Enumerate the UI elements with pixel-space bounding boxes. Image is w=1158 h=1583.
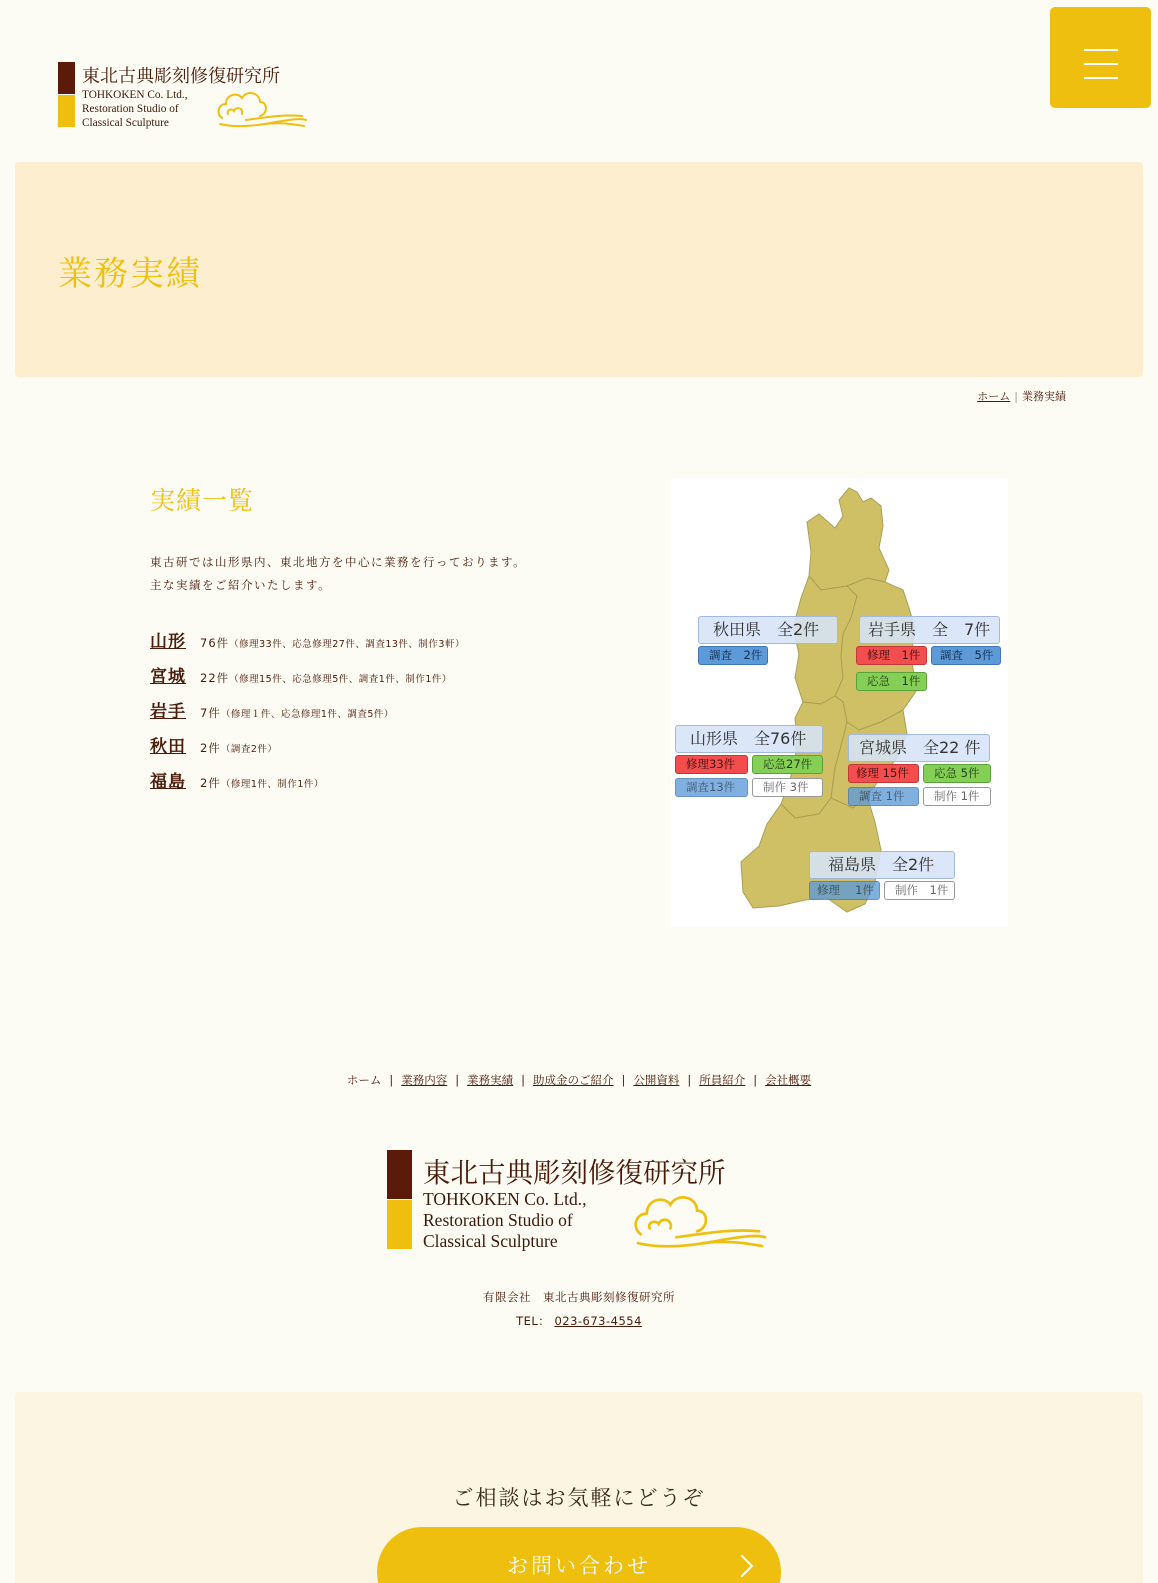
company-tel: TEL： 023-673-4554 [516,1314,642,1328]
list-item [150,627,465,662]
prefecture-count: 76件 [200,636,230,650]
map-label-akita: 秋田県 全2件 [698,616,838,644]
hamburger-line [1084,63,1118,65]
breadcrumb-separator: | [1014,390,1018,403]
page-hero [15,162,1143,377]
prefecture-link-akita[interactable]: 秋田 [150,737,186,757]
prefecture-link-yamagata[interactable]: 山形 [150,632,186,652]
tohoku-map [671,478,1008,927]
footer-nav-home[interactable]: ホーム [346,1073,382,1087]
map-tag-yamagata-make: 制作 3件 [752,778,823,797]
breadcrumb [977,388,1066,404]
prefecture-count: 2件 [200,741,221,755]
map-region-aomori [807,488,889,590]
contact-button-label: お問い合わせ [507,1554,651,1578]
company-name: 有限会社 東北古典彫刻修復研究所 [483,1290,675,1304]
map-label-yamagata: 山形県 全76件 [675,725,823,753]
prefecture-count: 22件 [200,671,230,685]
cloud-icon [216,84,308,130]
footer-logo[interactable] [387,1150,772,1250]
map-tag-fukushima-repair: 修理 1件 [809,881,880,900]
prefecture-detail: （調査2件） [220,744,278,755]
list-item [150,697,465,732]
logo-mark-top [387,1150,412,1199]
map-tag-iwate-survey: 調査 5件 [931,646,1001,665]
contact-band [15,1392,1143,1583]
logo-mark-bottom [387,1200,412,1249]
page-title: 業務実績 [58,254,202,294]
prefecture-link-fukushima[interactable]: 福島 [150,772,186,792]
map-label-fukushima: 福島県 全2件 [809,851,955,879]
map-tag-iwate-urgent: 応急 1件 [856,672,927,691]
breadcrumb-home-link[interactable]: ホーム [977,390,1011,403]
map-tag-miyagi-urgent: 応急 5件 [923,764,991,783]
section-title: 実績一覧 [150,486,255,515]
footer-nav-grants[interactable]: 助成金のご紹介 [533,1073,614,1087]
map-tag-yamagata-urgent: 応急27件 [752,755,823,774]
hamburger-line [1084,77,1118,79]
logo-mark-top [58,62,75,94]
prefecture-count: 2件 [200,776,221,790]
prefecture-count: 7件 [200,706,221,720]
map-tag-miyagi-repair: 修理 15件 [848,764,919,783]
footer-nav: ホーム | 業務内容 | 業務実績 | 助成金のご紹介 | 公開資料 | 所員紹介 | 会社概要 [346,1073,812,1087]
map-tag-yamagata-repair: 修理33件 [675,755,748,774]
hamburger-icon [1084,49,1118,51]
site-logo[interactable] [58,62,308,128]
logo-mark-bottom [58,95,75,127]
prefecture-detail: （修理15件、応急修理5件、調査1件、制作1件） [229,674,452,685]
contact-heading: ご相談はお気軽にどうぞ [452,1486,706,1510]
tel-link[interactable]: 023-673-4554 [554,1314,642,1328]
prefecture-link-miyagi[interactable]: 宮城 [150,667,186,687]
prefecture-detail: （修理1件、制作1件） [220,779,324,790]
map-label-miyagi: 宮城県 全22 件 [848,734,990,762]
footer-nav-documents[interactable]: 公開資料 [633,1073,680,1087]
footer-nav-company[interactable]: 会社概要 [765,1073,812,1087]
intro-text: 東古研では山形県内、東北地方を中心に業務を行っております。 主な実績をご紹介いたします。 [150,555,527,592]
logo-japanese-name: 東北古典彫刻修復研究所 [423,1157,726,1189]
company-info [0,1285,1158,1333]
map-tag-fukushima-make: 制作 1件 [884,881,955,900]
logo-english-name: TOHKOKEN Co. Ltd., Restoration Studio of Classical Sculpture [82,89,188,129]
logo-japanese-name: 東北古典彫刻修復研究所 [82,66,280,87]
map-tag-yamagata-survey: 調査13件 [675,778,748,797]
footer-nav-results[interactable]: 業務実績 [467,1073,514,1087]
prefecture-detail: （修理１件、応急修理1件、調査5件） [220,709,394,720]
map-tag-iwate-repair: 修理 1件 [856,646,927,665]
cloud-icon [630,1184,770,1252]
prefecture-detail: （修理33件、応急修理27件、調査13件、制作3軒） [229,639,465,650]
list-item [150,767,465,802]
map-tag-akita-survey: 調査 2件 [698,646,768,665]
map-tag-miyagi-survey: 調査 1件 [848,787,919,806]
map-label-iwate: 岩手県 全 7件 [859,616,1000,644]
map-tag-miyagi-make: 制作 1件 [923,787,991,806]
prefecture-link-iwate[interactable]: 岩手 [150,702,186,722]
contact-button[interactable] [377,1527,781,1583]
logo-english-name: TOHKOKEN Co. Ltd., Restoration Studio of Classical Sculpture [423,1189,587,1251]
breadcrumb-current: 業務実績 [1022,390,1066,403]
menu-button[interactable] [1050,7,1151,108]
footer-nav-services[interactable]: 業務内容 [401,1073,448,1087]
prefecture-list [150,627,465,802]
footer-nav-staff[interactable]: 所員紹介 [699,1073,746,1087]
list-item [150,662,465,697]
list-item [150,732,465,767]
